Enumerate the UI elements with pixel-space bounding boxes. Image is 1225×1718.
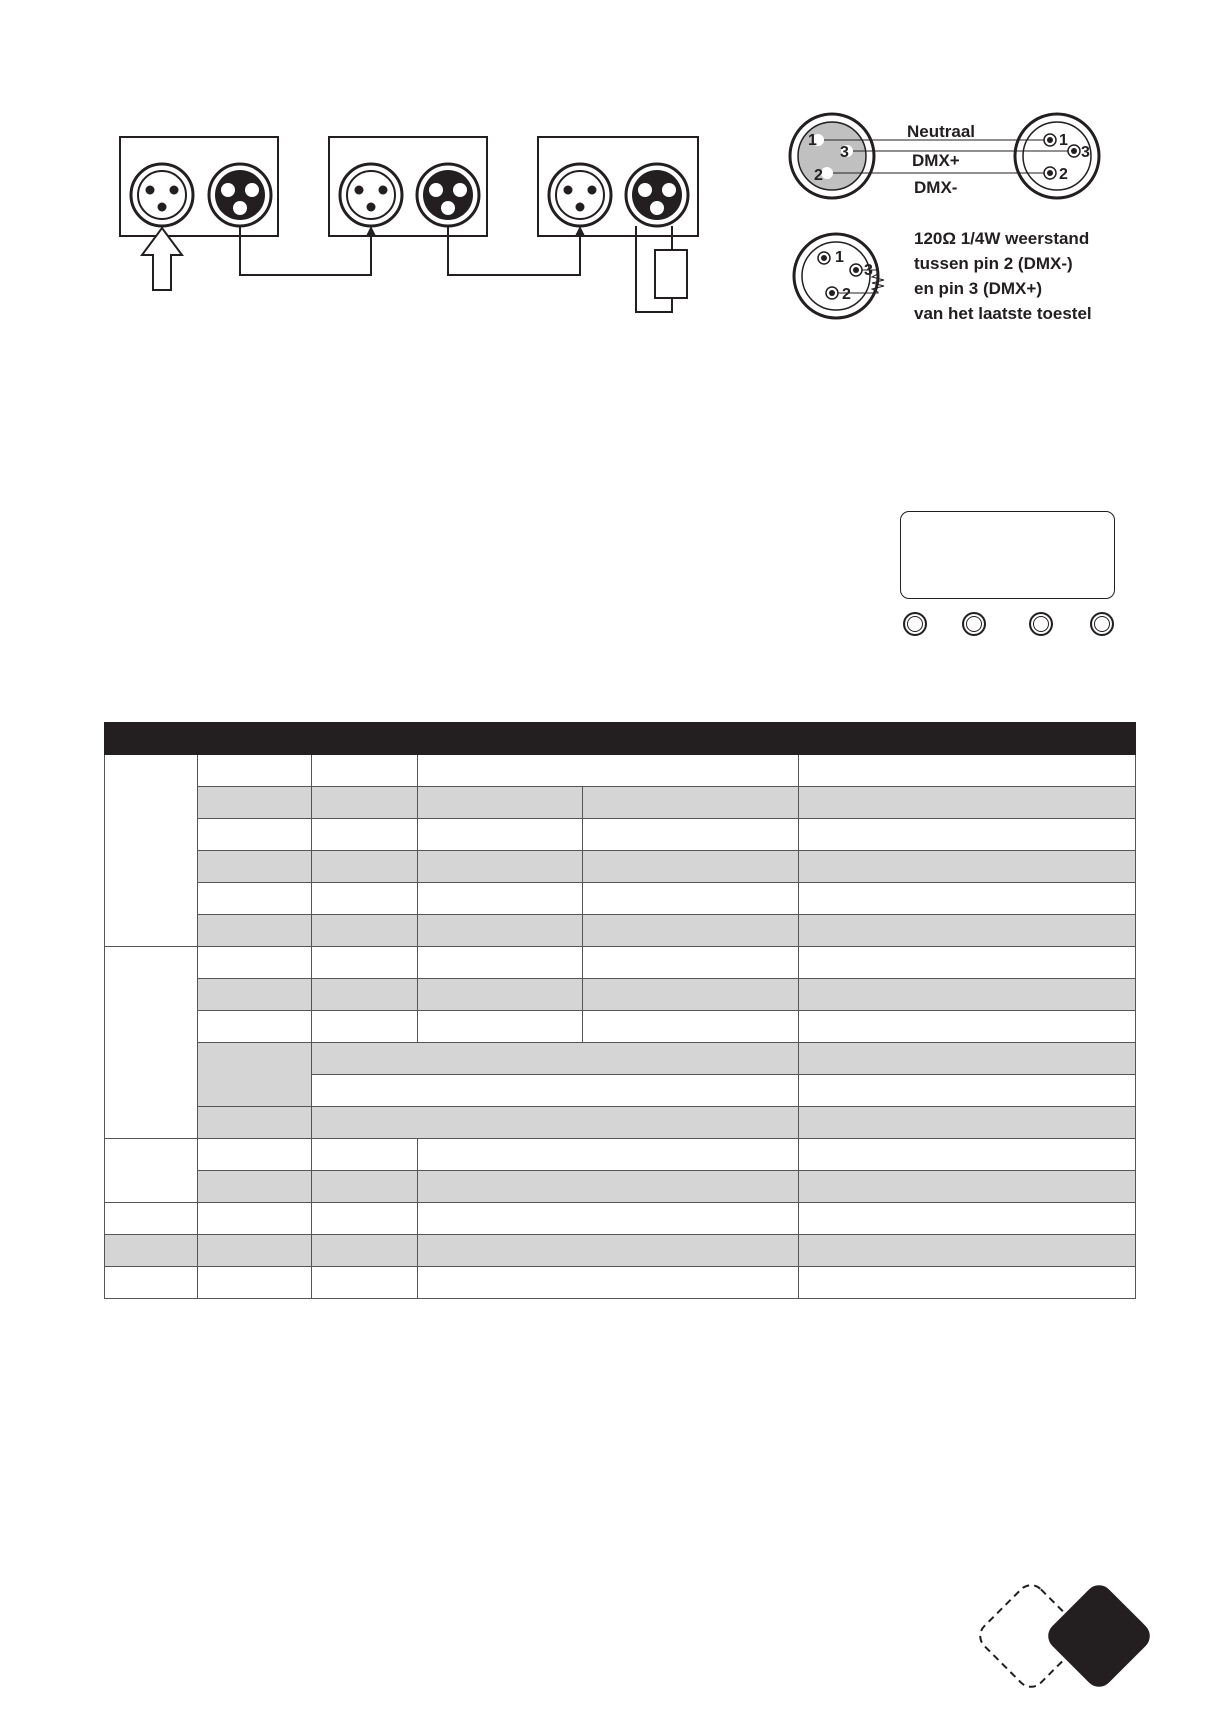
table-cell: [312, 1171, 418, 1203]
table-cell: [198, 851, 312, 883]
pin-label: 2: [842, 286, 851, 303]
table-row: [105, 979, 1136, 1011]
dmx-chain-diagram: [0, 0, 760, 330]
group-cell: [105, 755, 198, 947]
table-cell: [198, 1043, 312, 1107]
table-cell: [198, 787, 312, 819]
table-cell: [198, 1139, 312, 1171]
table-cell: [198, 1203, 312, 1235]
display-panel: [900, 511, 1115, 599]
table-row: [105, 819, 1136, 851]
table-row: [105, 1267, 1136, 1299]
pin-label: 3: [864, 262, 873, 279]
group-cell: [105, 947, 198, 1139]
table-cell: [418, 1267, 799, 1299]
table-cell: [418, 1203, 799, 1235]
table-cell: [418, 787, 583, 819]
table-cell: [418, 947, 583, 979]
neutral-label: Neutraal: [907, 122, 976, 141]
control-button-icon[interactable]: [1029, 612, 1053, 636]
table-cell: [198, 1171, 312, 1203]
resistor-icon: [636, 226, 687, 312]
terminator-diagram: [780, 222, 1120, 332]
terminator-text-line: 120Ω 1/4W weerstand: [914, 229, 1090, 248]
control-button-icon[interactable]: [903, 612, 927, 636]
arrow-up-icon: [142, 228, 182, 290]
table-cell: [312, 1107, 799, 1139]
table-cell: [799, 787, 1136, 819]
table-row: [105, 1235, 1136, 1267]
terminator-text-line: en pin 3 (DMX+): [914, 279, 1042, 298]
table-cell: [198, 979, 312, 1011]
pin-label: 3: [1081, 144, 1090, 161]
xlr-female-icon: [131, 164, 193, 226]
table-row: [105, 755, 1136, 787]
table-cell: [418, 819, 583, 851]
pin-label: 3: [840, 144, 849, 161]
table-cell: [799, 755, 1136, 787]
table-row: [105, 1107, 1136, 1139]
table-row: [105, 1171, 1136, 1203]
xlr-pinout-diagram: [780, 100, 1110, 200]
table-row: [105, 1043, 1136, 1075]
xlr-male-icon: [209, 164, 271, 226]
table-row: [105, 915, 1136, 947]
table-cell: [418, 1235, 799, 1267]
dmx-minus-label: DMX-: [914, 178, 958, 197]
table-cell: [312, 1235, 418, 1267]
dmx-plus-label: DMX+: [912, 151, 960, 170]
table-cell: [418, 755, 799, 787]
table-cell: [418, 1011, 583, 1043]
table-cell: [799, 1011, 1136, 1043]
filled-diamond-icon: [1042, 1579, 1155, 1692]
table-cell: [799, 1043, 1136, 1075]
table-cell: [799, 819, 1136, 851]
table-cell: [583, 883, 799, 915]
table-cell: [105, 1203, 198, 1235]
table-cell: [312, 1203, 418, 1235]
table-cell: [583, 787, 799, 819]
table-cell: [312, 1075, 799, 1107]
table-cell: [799, 1139, 1136, 1171]
pin-label: 1: [1059, 132, 1068, 149]
terminator-text-line: van het laatste toestel: [914, 304, 1092, 323]
pin-label: 2: [814, 167, 823, 184]
table-cell: [198, 1107, 312, 1139]
table-cell: [799, 1107, 1136, 1139]
xlr-female-icon: [340, 164, 402, 226]
table-cell: [312, 755, 418, 787]
table-cell: [583, 819, 799, 851]
table-cell: [799, 1203, 1136, 1235]
xlr-male-icon: [417, 164, 479, 226]
table-cell: [312, 1139, 418, 1171]
table-row: [105, 787, 1136, 819]
table-cell: [198, 1267, 312, 1299]
table-row: [105, 947, 1136, 979]
table-cell: [105, 1267, 198, 1299]
control-button-icon[interactable]: [1090, 612, 1114, 636]
pin-label: 2: [1059, 166, 1068, 183]
xlr-male-icon: [626, 164, 688, 226]
table-cell: [418, 1139, 799, 1171]
table-row: [105, 851, 1136, 883]
table-row: [105, 1203, 1136, 1235]
table-cell: [312, 915, 418, 947]
table-header-cell: [105, 723, 799, 755]
table-cell: [418, 979, 583, 1011]
table-cell: [198, 915, 312, 947]
table-cell: [583, 915, 799, 947]
control-button-icon[interactable]: [962, 612, 986, 636]
table-cell: [312, 883, 418, 915]
table-cell: [198, 883, 312, 915]
menu-table: [104, 722, 1136, 1299]
terminator-text-line: tussen pin 2 (DMX-): [914, 254, 1073, 273]
table-cell: [799, 915, 1136, 947]
pin-label: 1: [808, 132, 817, 149]
table-cell: [799, 947, 1136, 979]
table-cell: [583, 1011, 799, 1043]
table-cell: [198, 755, 312, 787]
table-cell: [799, 1267, 1136, 1299]
table-cell: [799, 851, 1136, 883]
table-cell: [312, 1043, 799, 1075]
table-cell: [198, 819, 312, 851]
table-cell: [312, 851, 418, 883]
table-cell: [312, 947, 418, 979]
table-cell: [198, 947, 312, 979]
table-cell: [312, 819, 418, 851]
table-cell: [799, 1235, 1136, 1267]
table-header-row: [105, 723, 1136, 755]
table-cell: [799, 883, 1136, 915]
table-cell: [799, 1171, 1136, 1203]
pin-label: 1: [835, 249, 844, 266]
table-cell: [799, 1075, 1136, 1107]
table-cell: [799, 979, 1136, 1011]
table-header-cell: [799, 723, 1136, 755]
table-row: [105, 1139, 1136, 1171]
table-cell: [418, 1171, 799, 1203]
table-cell: [105, 1235, 198, 1267]
xlr-female-icon: [549, 164, 611, 226]
table-cell: [418, 851, 583, 883]
table-cell: [312, 979, 418, 1011]
table-cell: [418, 883, 583, 915]
table-cell: [198, 1235, 312, 1267]
table-cell: [418, 915, 583, 947]
page-corner-diamonds: [965, 1570, 1195, 1710]
table-cell: [583, 979, 799, 1011]
table-cell: [312, 787, 418, 819]
table-cell: [312, 1011, 418, 1043]
table-cell: [583, 851, 799, 883]
table-cell: [312, 1267, 418, 1299]
table-row: [105, 1011, 1136, 1043]
table-cell: [583, 947, 799, 979]
group-cell: [105, 1139, 198, 1203]
table-cell: [198, 1011, 312, 1043]
table-row: [105, 883, 1136, 915]
